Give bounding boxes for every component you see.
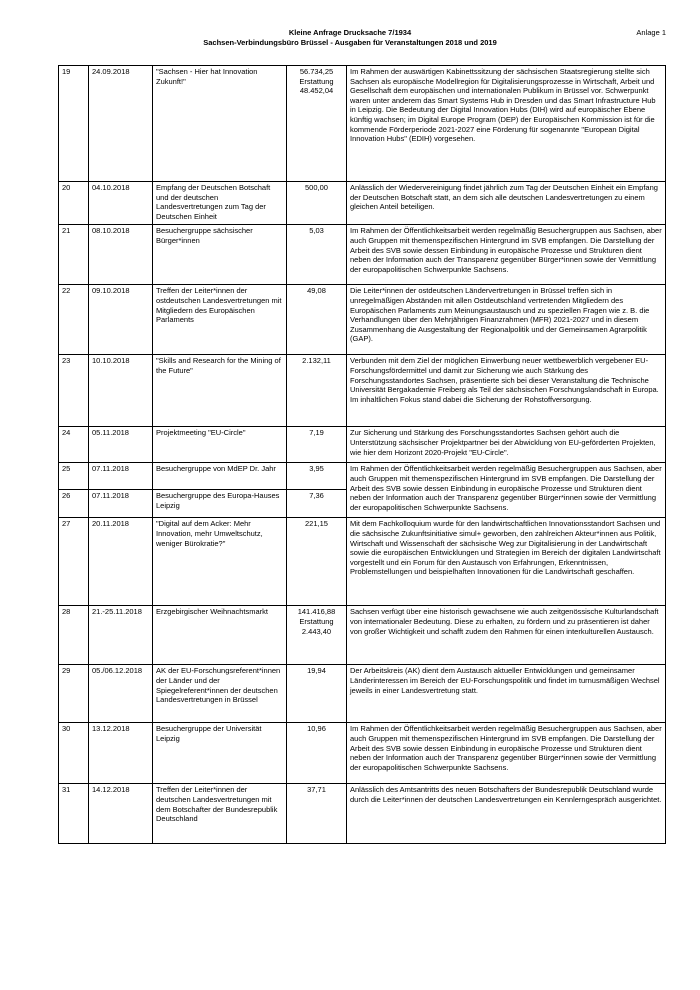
row-number: 29	[59, 665, 89, 723]
row-amount: 49,08	[287, 285, 347, 355]
row-description: Anlässlich des Amtsantritts des neuen Botschafters der Bundesrepublik Deutschland wurde durch die Leiter*innen der deutschen Landesvertretungen ein Kennlerngespräch ausgerichtet.	[347, 784, 666, 844]
row-event: "Skills and Research for the Mining of the Future"	[153, 355, 287, 427]
row-date: 21.-25.11.2018	[89, 606, 153, 665]
row-amount: 2.132,11	[287, 355, 347, 427]
row-number: 25	[59, 463, 89, 490]
row-description: Im Rahmen der auswärtigen Kabinettssitzung der sächsischen Staatsregierung stellte sich Sachsen als europäische Modellregion für Digitalisierungsprozesse in Wirtschaft, Arbeit und Gesellschaft dem europäischen und internationalen Publikum in Brüssel vor. Schwerpunkt waren unter anderem das Smart Systems Hub in Dresden und das Smart Infrastructure Hub in Leipzig. Die Bedeutung der Digital Innovation Hubs (DIH) wird auf europäischer Ebene künftig wachsen; im Digital Europe Program (DEP) der Europäischen Kommission ist für die kommende Förderperiode 2021-2027 eine Förderung für sogenannte "European Digital Innovation Hubs" (EDIH) vorgesehen.	[347, 66, 666, 182]
table-row	[59, 463, 666, 490]
row-event: Treffen der Leiter*innen der ostdeutschen Landesvertretungen mit Mitgliedern des Europäischen Parlaments	[153, 285, 287, 355]
row-event: "Sachsen - Hier hat Innovation Zukunft!"	[153, 66, 287, 182]
row-number: 31	[59, 784, 89, 844]
row-date: 05./06.12.2018	[89, 665, 153, 723]
row-amount: 5,03	[287, 225, 347, 285]
document-header	[0, 28, 700, 48]
row-amount: 500,00	[287, 182, 347, 225]
row-date: 10.10.2018	[89, 355, 153, 427]
row-number: 19	[59, 66, 89, 182]
row-amount: 3,95	[287, 463, 347, 490]
row-event: Empfang der Deutschen Botschaft und der deutschen Landesvertretungen zum Tag der Deutschen Einheit	[153, 182, 287, 225]
row-number: 30	[59, 723, 89, 784]
row-amount: 19,94	[287, 665, 347, 723]
row-amount: 7,36	[287, 490, 347, 518]
row-number: 27	[59, 518, 89, 606]
table-row	[59, 723, 666, 784]
table-row	[59, 784, 666, 844]
row-description: Anlässlich der Wiedervereinigung findet jährlich zum Tag der Deutschen Einheit ein Empfang der Deutschen Botschaft statt, an dem sich alle deutschen Landesvertretungen zu einem gleichen Anteil beteiligen.	[347, 182, 666, 225]
row-event: "Digital auf dem Acker: Mehr Innovation, mehr Umweltschutz, weniger Bürokratie?"	[153, 518, 287, 606]
row-event: Erzgebirgischer Weihnachtsmarkt	[153, 606, 287, 665]
row-number: 20	[59, 182, 89, 225]
row-description: Der Arbeitskreis (AK) dient dem Austausch aktueller Entwicklungen und gemeinsamer Länderinteressen im Bereich der EU-Forschungspolitik und findet im turnusmäßigen Wechsel jeweils in einer Landesvertretung statt.	[347, 665, 666, 723]
row-description: Im Rahmen der Öffentlichkeitsarbeit werden regelmäßig Besuchergruppen aus Sachsen, aber auch Gruppen mit themenspezifischen Hintergrund im SVB empfangen. Die Darstellung der Arbeit des SVB sowie dessen Einbindung in europäische Prozesse und Strukturen dient neben der Information auch der Transparenz gegenüber Bürger*innen sowie der Vermittlung der europapolitischen Schwerpunkte Sachsens.	[347, 463, 666, 518]
document-title: Kleine Anfrage Drucksache 7/1934	[288, 28, 412, 37]
table-row	[59, 66, 666, 182]
row-amount: 10,96	[287, 723, 347, 784]
table-row	[59, 665, 666, 723]
document-subtitle: Sachsen-Verbindungsbüro Brüssel - Ausgaben für Veranstaltungen 2018 und 2019	[203, 38, 497, 47]
row-description: Mit dem Fachkolloquium wurde für den landwirtschaftlichen Innovationsstandort Sachsen und die sächsische Zukunftsinitiative simul+ geworben, den zahlreichen Akteur*innen aus Politik, Wirtschaft und Wissenschaft der sächsische Weg zur Digitalisierung in der Landwirtschaft sowie die europäischen Entwicklungen und Strategien im Bereich der digitalen Landwirtschaft vorgestellt und ein Forum für den Austausch von Erfahrungen, Erkenntnissen, Problemstellungen und beispielhaften Innovationen für die Landwirtschaft geschaffen.	[347, 518, 666, 606]
table-row	[59, 182, 666, 225]
row-event: Besuchergruppe von MdEP Dr. Jahr	[153, 463, 287, 490]
row-description: Zur Sicherung und Stärkung des Forschungsstandortes Sachsen gehört auch die Unterstützung sächsischer Projektpartner bei der Abwicklung von EU-geförderten Projekten, wie hier dem Horizont 2020-Projekt "EU-Circle".	[347, 427, 666, 463]
row-amount: 7,19	[287, 427, 347, 463]
row-description: Im Rahmen der Öffentlichkeitsarbeit werden regelmäßig Besuchergruppen aus Sachsen, aber auch Gruppen mit themenspezifischen Hintergrund im SVB empfangen. Die Darstellung der Arbeit des SVB sowie dessen Einbindung in europäische Prozesse und Strukturen dient neben der Information auch der Transparenz gegenüber Bürger*innen sowie der Vermittlung der europapolitischen Schwerpunkte Sachsens.	[347, 225, 666, 285]
row-description: Sachsen verfügt über eine historisch gewachsene wie auch zeitgenössische Kulturlandschaft von internationaler Bedeutung. Diese zu erhalten, zu fördern und zu präsentieren ist daher von großer Wichtigkeit und schafft zudem den Rahmen für einen interkulturellen Austausch.	[347, 606, 666, 665]
table-row	[59, 606, 666, 665]
row-date: 08.10.2018	[89, 225, 153, 285]
row-number: 23	[59, 355, 89, 427]
row-number: 24	[59, 427, 89, 463]
row-number: 28	[59, 606, 89, 665]
row-amount: 141.416,88 Erstattung 2.443,40	[287, 606, 347, 665]
row-description: Im Rahmen der Öffentlichkeitsarbeit werden regelmäßig Besuchergruppen aus Sachsen, aber auch Gruppen mit themenspezifischen Hintergrund im SVB empfangen. Die Darstellung der Arbeit des SVB sowie dessen Einbindung in europäische Prozesse und Strukturen dient neben der Information auch der Transparenz gegenüber Bürger*innen sowie der Vermittlung der europapolitischen Schwerpunkte Sachsens.	[347, 723, 666, 784]
row-event: Besuchergruppe des Europa-Hauses Leipzig	[153, 490, 287, 518]
row-date: 13.12.2018	[89, 723, 153, 784]
row-event: Besuchergruppe der Universität Leipzig	[153, 723, 287, 784]
row-date: 09.10.2018	[89, 285, 153, 355]
expenses-table	[58, 65, 666, 844]
table-row	[59, 355, 666, 427]
row-amount: 37,71	[287, 784, 347, 844]
row-description: Verbunden mit dem Ziel der möglichen Einwerbung neuer wettbewerblich vergebener EU-Forschungsfördermittel und damit zur Sicherung wie auch Stärkung des Forschungsstandortes Sachsen, präsentierte sich bei dieser Veranstaltung die Technische Universität Bergakademie Freiberg als Teil der sächsischen Forschungslandschaft in Europa. Im inhaltlichen Fokus stand dabei die Sicherung der Rohstoffversorgung.	[347, 355, 666, 427]
row-date: 05.11.2018	[89, 427, 153, 463]
table-row	[59, 518, 666, 606]
row-number: 22	[59, 285, 89, 355]
row-number: 26	[59, 490, 89, 518]
row-date: 24.09.2018	[89, 66, 153, 182]
row-date: 20.11.2018	[89, 518, 153, 606]
row-amount: 56.734,25 Erstattung 48.452,04	[287, 66, 347, 182]
row-event: Treffen der Leiter*innen der deutschen Landesvertretungen mit dem Botschafter der Bundesrepublik Deutschland	[153, 784, 287, 844]
row-event: Projektmeeting "EU-Circle"	[153, 427, 287, 463]
table-row	[59, 427, 666, 463]
row-amount: 221,15	[287, 518, 347, 606]
expenses-table-body	[59, 66, 666, 844]
row-description: Die Leiter*innen der ostdeutschen Ländervertretungen in Brüssel treffen sich in unregelmäßigen Abständen mit allen Ostdeutschland vertretenden Mitgliedern des Europäischen Parlaments zum Meinungsaustausch und zu speziellen Fragen wie z. B. die Verhandlungen über den Mehrjährigen Finanzrahmen (MFR) 2021-2027 und in diesem Zusammenhang die Ausgestaltung der Regionalpolitik und der Gemeinsamen Agrarpolitik (GAP).	[347, 285, 666, 355]
attachment-label: Anlage 1	[636, 28, 666, 37]
row-number: 21	[59, 225, 89, 285]
table-row	[59, 225, 666, 285]
row-event: Besuchergruppe sächsischer Bürger*innen	[153, 225, 287, 285]
row-event: AK der EU-Forschungsreferent*innen der Länder und der Spiegelreferent*innen der deutschen Landesvertretungen in Brüssel	[153, 665, 287, 723]
table-row	[59, 285, 666, 355]
row-date: 07.11.2018	[89, 490, 153, 518]
row-date: 07.11.2018	[89, 463, 153, 490]
row-date: 14.12.2018	[89, 784, 153, 844]
row-date: 04.10.2018	[89, 182, 153, 225]
